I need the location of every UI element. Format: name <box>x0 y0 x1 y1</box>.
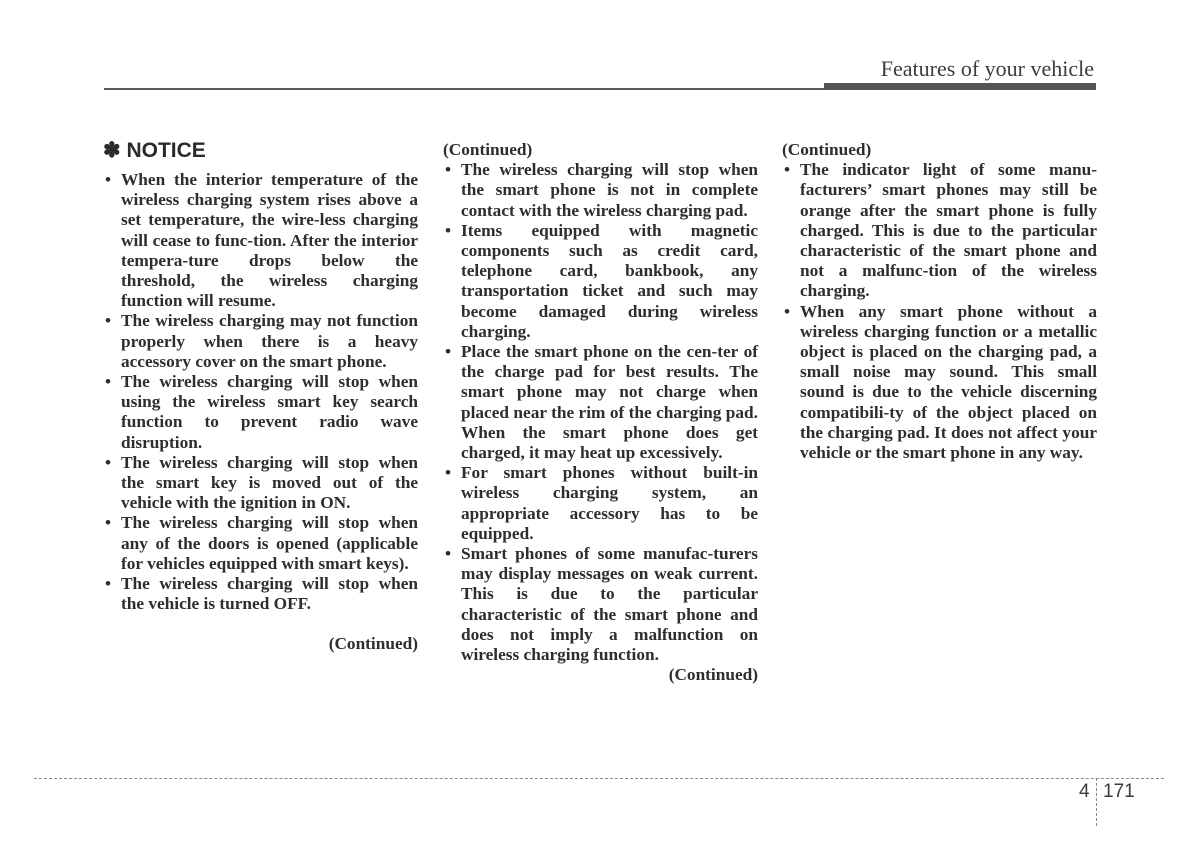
header-rule-accent <box>824 83 1096 90</box>
list-item: • For smart phones without built-in wireless charging system, an appropriate accessory has to be equipped. <box>443 463 758 544</box>
list-item: • The indicator light of some manu-facturers’ smart phones may still be orange after the smart phone is fully charged. This is due to the particular characteristic of the smart phone and not a malfunc-tion of the wireless charging. <box>782 160 1097 301</box>
notice-list <box>782 160 1097 463</box>
chapter-number: 4 <box>1079 781 1090 802</box>
column-1 <box>103 138 418 655</box>
notice-list <box>443 160 758 665</box>
list-item: • Place the smart phone on the cen-ter of the charge pad for best results. The smart phone may not charge when placed near the rim of the charging pad. When the smart phone does get charged, it may heat up excessively. <box>443 342 758 463</box>
list-item: • Smart phones of some manufac-turers may display messages on weak current. This is due to the particular characteristic of the smart phone and does not imply a malfunction on wireless charging function. <box>443 544 758 665</box>
list-item: • The wireless charging will stop when the smart key is moved out of the vehicle with the ignition in ON. <box>103 453 418 514</box>
column-2 <box>443 140 758 685</box>
list-item: • Items equipped with magnetic components such as credit card, telephone card, bankbook, any transportation ticket and such may become damaged during wireless charging. <box>443 221 758 342</box>
list-item: • The wireless charging will stop when using the wireless smart key search function to prevent radio wave disruption. <box>103 372 418 453</box>
continued-label: (Continued) <box>443 140 533 159</box>
column-3 <box>782 140 1097 463</box>
footer-divider-vertical <box>1096 778 1097 826</box>
notice-heading <box>103 138 418 164</box>
notice-list <box>103 170 418 614</box>
continued-label: (Continued) <box>328 634 418 654</box>
list-item: • The wireless charging will stop when the smart phone is not in complete contact with the wireless charging pad. <box>443 160 758 221</box>
list-item: • When the interior temperature of the wireless charging system rises above a set temperature, the wire-less charging will cease to func-tion. After the interior tempera-ture drops below the threshold, the wireless charging function will resume. <box>103 170 418 311</box>
continued-label: (Continued) <box>782 140 872 159</box>
footer-divider <box>34 778 1164 779</box>
list-item: • The wireless charging may not function properly when there is a heavy accessory cover on the smart phone. <box>103 311 418 372</box>
notice-title: NOTICE <box>126 139 206 162</box>
notice-star-icon: ✽ <box>103 139 121 162</box>
page-header-title: Features of your vehicle <box>880 56 1094 81</box>
page-number: 171 <box>1103 781 1135 802</box>
list-item: • The wireless charging will stop when the vehicle is turned OFF. <box>103 574 418 614</box>
list-item: • The wireless charging will stop when any of the doors is opened (applicable for vehicles equipped with smart keys). <box>103 513 418 574</box>
continued-label: (Continued) <box>668 665 758 685</box>
list-item: • When any smart phone without a wireless charging function or a metallic object is placed on the charging pad, a small noise may sound. This small sound is due to the vehicle discerning compatibili-ty of the object placed on the charging pad. It does not affect your vehicle or the smart phone in any way. <box>782 302 1097 464</box>
